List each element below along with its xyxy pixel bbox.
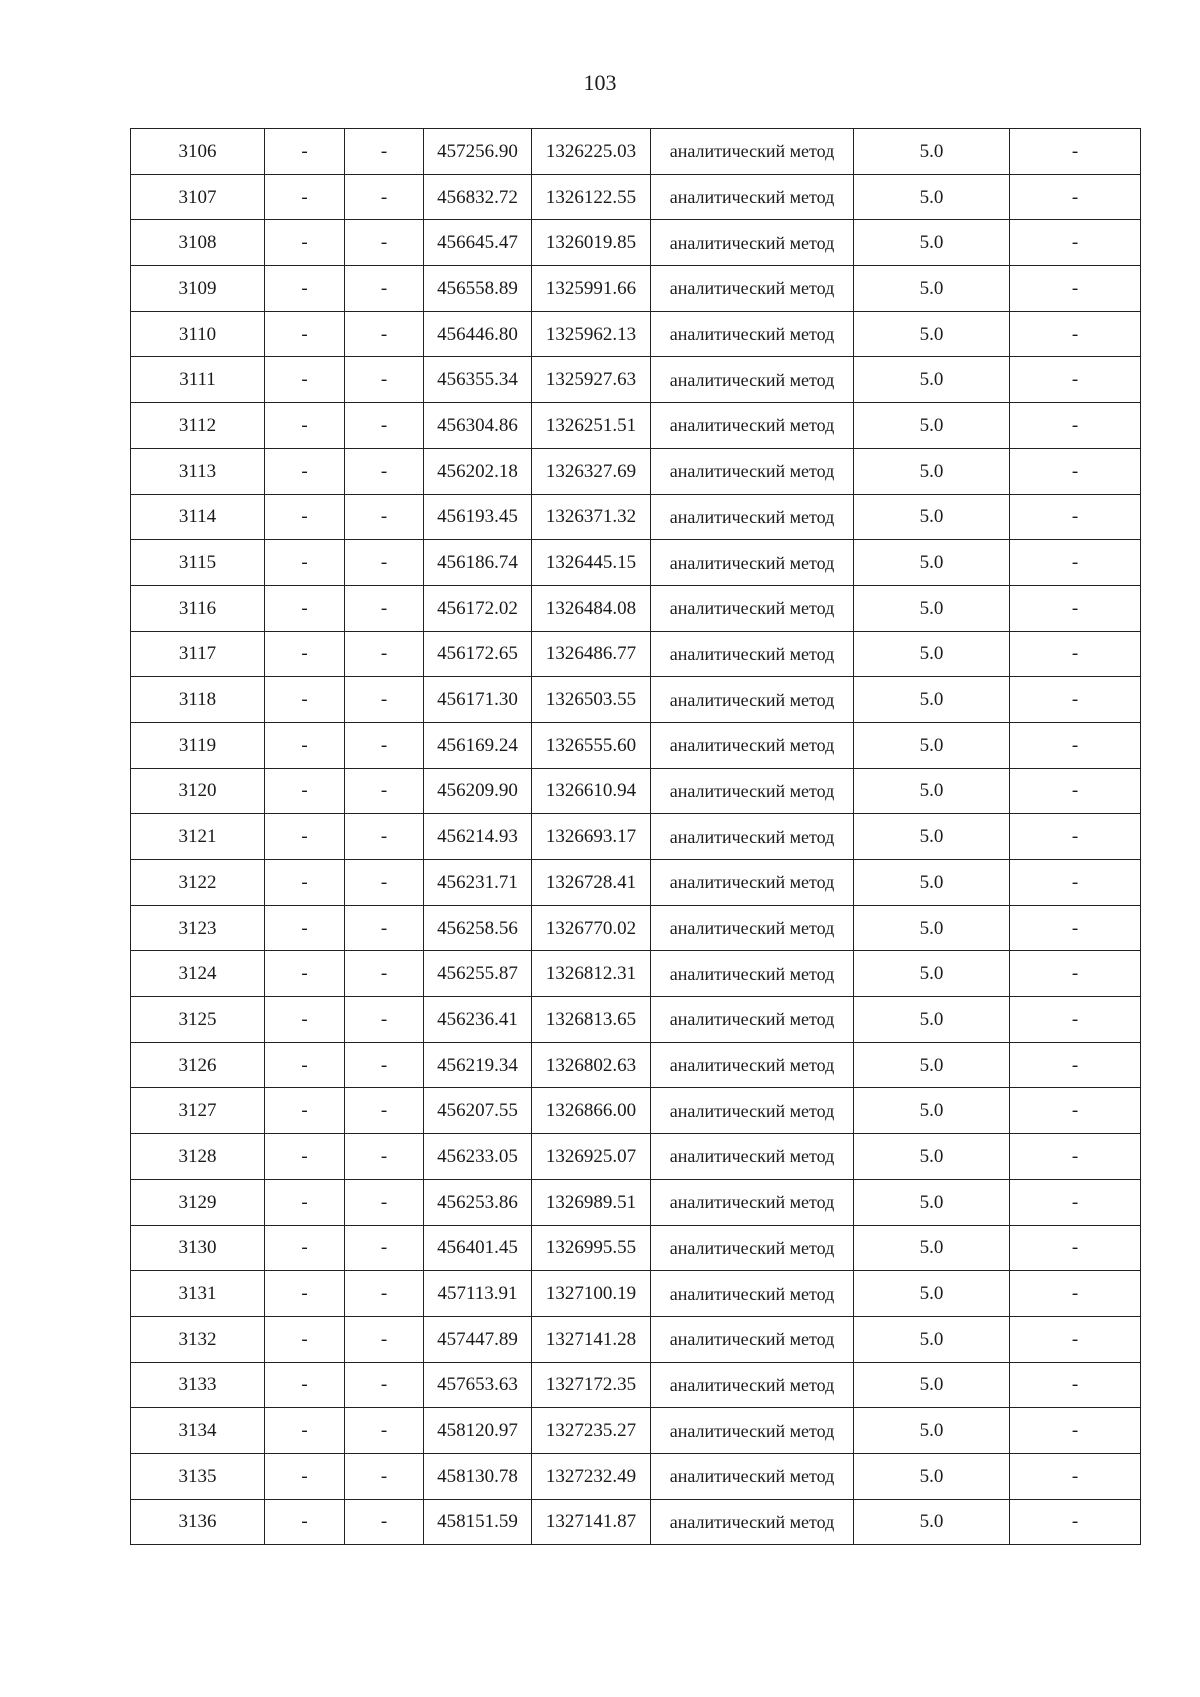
- method-cell: аналитический метод: [651, 1179, 854, 1225]
- empty-value-cell: -: [345, 266, 424, 312]
- accuracy-cell: 5.0: [854, 403, 1010, 449]
- y-coordinate-cell: 1326484.08: [532, 585, 651, 631]
- empty-value-cell: -: [345, 1134, 424, 1180]
- x-coordinate-cell: 456446.80: [424, 311, 532, 357]
- method-cell: аналитический метод: [651, 1271, 854, 1317]
- empty-value-cell: -: [265, 768, 345, 814]
- empty-value-cell: -: [1010, 129, 1141, 175]
- y-coordinate-cell: 1326019.85: [532, 220, 651, 266]
- y-coordinate-cell: 1326802.63: [532, 1042, 651, 1088]
- point-number-cell: 3109: [131, 266, 265, 312]
- empty-value-cell: -: [1010, 448, 1141, 494]
- accuracy-cell: 5.0: [854, 1088, 1010, 1134]
- empty-value-cell: -: [265, 677, 345, 723]
- table-row: [131, 540, 1141, 586]
- empty-value-cell: -: [265, 1271, 345, 1317]
- table-body: [131, 129, 1141, 1545]
- method-cell: аналитический метод: [651, 1225, 854, 1271]
- y-coordinate-cell: 1325991.66: [532, 266, 651, 312]
- method-cell: аналитический метод: [651, 905, 854, 951]
- empty-value-cell: -: [265, 585, 345, 631]
- method-cell: аналитический метод: [651, 403, 854, 449]
- point-number-cell: 3120: [131, 768, 265, 814]
- point-number-cell: 3136: [131, 1499, 265, 1545]
- empty-value-cell: -: [345, 1453, 424, 1499]
- point-number-cell: 3130: [131, 1225, 265, 1271]
- accuracy-cell: 5.0: [854, 357, 1010, 403]
- y-coordinate-cell: 1327172.35: [532, 1362, 651, 1408]
- empty-value-cell: -: [1010, 631, 1141, 677]
- empty-value-cell: -: [345, 357, 424, 403]
- x-coordinate-cell: 456355.34: [424, 357, 532, 403]
- accuracy-cell: 5.0: [854, 768, 1010, 814]
- method-cell: аналитический метод: [651, 1316, 854, 1362]
- empty-value-cell: -: [345, 951, 424, 997]
- y-coordinate-cell: 1326995.55: [532, 1225, 651, 1271]
- point-number-cell: 3116: [131, 585, 265, 631]
- empty-value-cell: -: [345, 677, 424, 723]
- accuracy-cell: 5.0: [854, 266, 1010, 312]
- empty-value-cell: -: [1010, 1088, 1141, 1134]
- y-coordinate-cell: 1326728.41: [532, 860, 651, 906]
- empty-value-cell: -: [345, 860, 424, 906]
- empty-value-cell: -: [345, 997, 424, 1043]
- point-number-cell: 3108: [131, 220, 265, 266]
- empty-value-cell: -: [345, 220, 424, 266]
- x-coordinate-cell: 456171.30: [424, 677, 532, 723]
- empty-value-cell: -: [345, 311, 424, 357]
- empty-value-cell: -: [1010, 1499, 1141, 1545]
- table-row: [131, 1316, 1141, 1362]
- method-cell: аналитический метод: [651, 1453, 854, 1499]
- y-coordinate-cell: 1326486.77: [532, 631, 651, 677]
- empty-value-cell: -: [265, 129, 345, 175]
- empty-value-cell: -: [1010, 266, 1141, 312]
- method-cell: аналитический метод: [651, 951, 854, 997]
- x-coordinate-cell: 457113.91: [424, 1271, 532, 1317]
- point-number-cell: 3106: [131, 129, 265, 175]
- empty-value-cell: -: [345, 1179, 424, 1225]
- point-number-cell: 3119: [131, 722, 265, 768]
- page-number: 103: [583, 70, 617, 95]
- point-number-cell: 3133: [131, 1362, 265, 1408]
- x-coordinate-cell: 458130.78: [424, 1453, 532, 1499]
- empty-value-cell: -: [1010, 1408, 1141, 1454]
- method-cell: аналитический метод: [651, 768, 854, 814]
- table-row: [131, 220, 1141, 266]
- empty-value-cell: -: [265, 311, 345, 357]
- table-row: [131, 860, 1141, 906]
- empty-value-cell: -: [345, 1362, 424, 1408]
- accuracy-cell: 5.0: [854, 1271, 1010, 1317]
- method-cell: аналитический метод: [651, 1042, 854, 1088]
- x-coordinate-cell: 456207.55: [424, 1088, 532, 1134]
- method-cell: аналитический метод: [651, 814, 854, 860]
- y-coordinate-cell: 1326445.15: [532, 540, 651, 586]
- point-number-cell: 3121: [131, 814, 265, 860]
- point-number-cell: 3113: [131, 448, 265, 494]
- table-row: [131, 1453, 1141, 1499]
- point-number-cell: 3112: [131, 403, 265, 449]
- empty-value-cell: -: [1010, 1362, 1141, 1408]
- empty-value-cell: -: [265, 448, 345, 494]
- x-coordinate-cell: 456172.02: [424, 585, 532, 631]
- x-coordinate-cell: 456255.87: [424, 951, 532, 997]
- point-number-cell: 3134: [131, 1408, 265, 1454]
- table-row: [131, 1134, 1141, 1180]
- method-cell: аналитический метод: [651, 860, 854, 906]
- accuracy-cell: 5.0: [854, 860, 1010, 906]
- table-row: [131, 266, 1141, 312]
- table-row: [131, 1179, 1141, 1225]
- empty-value-cell: -: [1010, 540, 1141, 586]
- empty-value-cell: -: [345, 722, 424, 768]
- x-coordinate-cell: 456832.72: [424, 174, 532, 220]
- y-coordinate-cell: 1326693.17: [532, 814, 651, 860]
- point-number-cell: 3123: [131, 905, 265, 951]
- empty-value-cell: -: [265, 1362, 345, 1408]
- method-cell: аналитический метод: [651, 266, 854, 312]
- point-number-cell: 3131: [131, 1271, 265, 1317]
- x-coordinate-cell: 456169.24: [424, 722, 532, 768]
- point-number-cell: 3132: [131, 1316, 265, 1362]
- table-row: [131, 631, 1141, 677]
- x-coordinate-cell: 457256.90: [424, 129, 532, 175]
- empty-value-cell: -: [1010, 220, 1141, 266]
- table-row: [131, 951, 1141, 997]
- table-row: [131, 1088, 1141, 1134]
- empty-value-cell: -: [345, 1271, 424, 1317]
- y-coordinate-cell: 1326251.51: [532, 403, 651, 449]
- method-cell: аналитический метод: [651, 129, 854, 175]
- empty-value-cell: -: [265, 860, 345, 906]
- x-coordinate-cell: 456304.86: [424, 403, 532, 449]
- table-row: [131, 357, 1141, 403]
- empty-value-cell: -: [345, 905, 424, 951]
- table-row: [131, 997, 1141, 1043]
- accuracy-cell: 5.0: [854, 129, 1010, 175]
- point-number-cell: 3117: [131, 631, 265, 677]
- empty-value-cell: -: [345, 1042, 424, 1088]
- method-cell: аналитический метод: [651, 1499, 854, 1545]
- x-coordinate-cell: 456186.74: [424, 540, 532, 586]
- empty-value-cell: -: [265, 1134, 345, 1180]
- y-coordinate-cell: 1326371.32: [532, 494, 651, 540]
- point-number-cell: 3107: [131, 174, 265, 220]
- y-coordinate-cell: 1326925.07: [532, 1134, 651, 1180]
- point-number-cell: 3128: [131, 1134, 265, 1180]
- empty-value-cell: -: [265, 220, 345, 266]
- y-coordinate-cell: 1327100.19: [532, 1271, 651, 1317]
- point-number-cell: 3118: [131, 677, 265, 723]
- table-row: [131, 677, 1141, 723]
- empty-value-cell: -: [265, 814, 345, 860]
- point-number-cell: 3114: [131, 494, 265, 540]
- empty-value-cell: -: [345, 768, 424, 814]
- x-coordinate-cell: 456209.90: [424, 768, 532, 814]
- table-row: [131, 722, 1141, 768]
- method-cell: аналитический метод: [651, 677, 854, 723]
- accuracy-cell: 5.0: [854, 448, 1010, 494]
- empty-value-cell: -: [265, 1042, 345, 1088]
- coordinates-table: [130, 128, 1141, 1545]
- method-cell: аналитический метод: [651, 631, 854, 677]
- table-row: [131, 814, 1141, 860]
- point-number-cell: 3122: [131, 860, 265, 906]
- x-coordinate-cell: 456401.45: [424, 1225, 532, 1271]
- empty-value-cell: -: [1010, 1225, 1141, 1271]
- y-coordinate-cell: 1326503.55: [532, 677, 651, 723]
- y-coordinate-cell: 1325927.63: [532, 357, 651, 403]
- empty-value-cell: -: [1010, 997, 1141, 1043]
- table-row: [131, 311, 1141, 357]
- method-cell: аналитический метод: [651, 722, 854, 768]
- point-number-cell: 3125: [131, 997, 265, 1043]
- accuracy-cell: 5.0: [854, 540, 1010, 586]
- accuracy-cell: 5.0: [854, 585, 1010, 631]
- x-coordinate-cell: 456233.05: [424, 1134, 532, 1180]
- method-cell: аналитический метод: [651, 448, 854, 494]
- empty-value-cell: -: [1010, 1042, 1141, 1088]
- x-coordinate-cell: 457447.89: [424, 1316, 532, 1362]
- empty-value-cell: -: [1010, 494, 1141, 540]
- y-coordinate-cell: 1326610.94: [532, 768, 651, 814]
- table-row: [131, 448, 1141, 494]
- method-cell: аналитический метод: [651, 540, 854, 586]
- table-row: [131, 1362, 1141, 1408]
- point-number-cell: 3127: [131, 1088, 265, 1134]
- empty-value-cell: -: [345, 494, 424, 540]
- empty-value-cell: -: [1010, 905, 1141, 951]
- empty-value-cell: -: [265, 266, 345, 312]
- table-row: [131, 768, 1141, 814]
- table-row: [131, 1271, 1141, 1317]
- empty-value-cell: -: [265, 1499, 345, 1545]
- x-coordinate-cell: 457653.63: [424, 1362, 532, 1408]
- x-coordinate-cell: 456645.47: [424, 220, 532, 266]
- table-row: [131, 905, 1141, 951]
- accuracy-cell: 5.0: [854, 174, 1010, 220]
- empty-value-cell: -: [265, 1179, 345, 1225]
- point-number-cell: 3124: [131, 951, 265, 997]
- x-coordinate-cell: 456231.71: [424, 860, 532, 906]
- y-coordinate-cell: 1326989.51: [532, 1179, 651, 1225]
- empty-value-cell: -: [265, 1225, 345, 1271]
- method-cell: аналитический метод: [651, 1134, 854, 1180]
- point-number-cell: 3110: [131, 311, 265, 357]
- empty-value-cell: -: [265, 722, 345, 768]
- empty-value-cell: -: [1010, 403, 1141, 449]
- empty-value-cell: -: [345, 1088, 424, 1134]
- empty-value-cell: -: [265, 1316, 345, 1362]
- accuracy-cell: 5.0: [854, 494, 1010, 540]
- accuracy-cell: 5.0: [854, 677, 1010, 723]
- table-row: [131, 1042, 1141, 1088]
- x-coordinate-cell: 456258.56: [424, 905, 532, 951]
- empty-value-cell: -: [1010, 860, 1141, 906]
- empty-value-cell: -: [345, 174, 424, 220]
- empty-value-cell: -: [1010, 768, 1141, 814]
- accuracy-cell: 5.0: [854, 1316, 1010, 1362]
- y-coordinate-cell: 1325962.13: [532, 311, 651, 357]
- y-coordinate-cell: 1326122.55: [532, 174, 651, 220]
- empty-value-cell: -: [265, 357, 345, 403]
- method-cell: аналитический метод: [651, 311, 854, 357]
- point-number-cell: 3126: [131, 1042, 265, 1088]
- empty-value-cell: -: [1010, 1179, 1141, 1225]
- point-number-cell: 3111: [131, 357, 265, 403]
- y-coordinate-cell: 1327141.28: [532, 1316, 651, 1362]
- y-coordinate-cell: 1326327.69: [532, 448, 651, 494]
- y-coordinate-cell: 1327141.87: [532, 1499, 651, 1545]
- empty-value-cell: -: [1010, 174, 1141, 220]
- x-coordinate-cell: 458151.59: [424, 1499, 532, 1545]
- y-coordinate-cell: 1326812.31: [532, 951, 651, 997]
- empty-value-cell: -: [345, 129, 424, 175]
- table-row: [131, 1225, 1141, 1271]
- empty-value-cell: -: [265, 905, 345, 951]
- empty-value-cell: -: [345, 585, 424, 631]
- empty-value-cell: -: [345, 1316, 424, 1362]
- x-coordinate-cell: 456253.86: [424, 1179, 532, 1225]
- empty-value-cell: -: [345, 814, 424, 860]
- accuracy-cell: 5.0: [854, 997, 1010, 1043]
- accuracy-cell: 5.0: [854, 1179, 1010, 1225]
- method-cell: аналитический метод: [651, 997, 854, 1043]
- y-coordinate-cell: 1326770.02: [532, 905, 651, 951]
- x-coordinate-cell: 456236.41: [424, 997, 532, 1043]
- x-coordinate-cell: 456219.34: [424, 1042, 532, 1088]
- table-row: [131, 1408, 1141, 1454]
- empty-value-cell: -: [1010, 311, 1141, 357]
- x-coordinate-cell: 456202.18: [424, 448, 532, 494]
- table-row: [131, 1499, 1141, 1545]
- accuracy-cell: 5.0: [854, 1134, 1010, 1180]
- method-cell: аналитический метод: [651, 585, 854, 631]
- x-coordinate-cell: 456172.65: [424, 631, 532, 677]
- accuracy-cell: 5.0: [854, 722, 1010, 768]
- point-number-cell: 3115: [131, 540, 265, 586]
- accuracy-cell: 5.0: [854, 631, 1010, 677]
- empty-value-cell: -: [345, 540, 424, 586]
- y-coordinate-cell: 1326866.00: [532, 1088, 651, 1134]
- table-row: [131, 403, 1141, 449]
- table-row: [131, 494, 1141, 540]
- empty-value-cell: -: [265, 951, 345, 997]
- point-number-cell: 3129: [131, 1179, 265, 1225]
- empty-value-cell: -: [1010, 357, 1141, 403]
- empty-value-cell: -: [265, 631, 345, 677]
- empty-value-cell: -: [265, 1453, 345, 1499]
- y-coordinate-cell: 1327232.49: [532, 1453, 651, 1499]
- empty-value-cell: -: [265, 174, 345, 220]
- empty-value-cell: -: [265, 997, 345, 1043]
- y-coordinate-cell: 1326555.60: [532, 722, 651, 768]
- empty-value-cell: -: [265, 1088, 345, 1134]
- empty-value-cell: -: [345, 631, 424, 677]
- empty-value-cell: -: [265, 540, 345, 586]
- x-coordinate-cell: 456214.93: [424, 814, 532, 860]
- method-cell: аналитический метод: [651, 357, 854, 403]
- y-coordinate-cell: 1326813.65: [532, 997, 651, 1043]
- accuracy-cell: 5.0: [854, 1408, 1010, 1454]
- method-cell: аналитический метод: [651, 1408, 854, 1454]
- accuracy-cell: 5.0: [854, 814, 1010, 860]
- accuracy-cell: 5.0: [854, 1362, 1010, 1408]
- empty-value-cell: -: [345, 1499, 424, 1545]
- accuracy-cell: 5.0: [854, 220, 1010, 266]
- x-coordinate-cell: 456193.45: [424, 494, 532, 540]
- empty-value-cell: -: [265, 1408, 345, 1454]
- empty-value-cell: -: [1010, 1134, 1141, 1180]
- y-coordinate-cell: 1327235.27: [532, 1408, 651, 1454]
- method-cell: аналитический метод: [651, 174, 854, 220]
- method-cell: аналитический метод: [651, 1088, 854, 1134]
- method-cell: аналитический метод: [651, 1362, 854, 1408]
- empty-value-cell: -: [1010, 677, 1141, 723]
- empty-value-cell: -: [265, 494, 345, 540]
- accuracy-cell: 5.0: [854, 1042, 1010, 1088]
- empty-value-cell: -: [1010, 585, 1141, 631]
- empty-value-cell: -: [1010, 1453, 1141, 1499]
- table-row: [131, 129, 1141, 175]
- empty-value-cell: -: [345, 448, 424, 494]
- empty-value-cell: -: [345, 1408, 424, 1454]
- empty-value-cell: -: [345, 1225, 424, 1271]
- empty-value-cell: -: [345, 403, 424, 449]
- accuracy-cell: 5.0: [854, 951, 1010, 997]
- x-coordinate-cell: 456558.89: [424, 266, 532, 312]
- point-number-cell: 3135: [131, 1453, 265, 1499]
- empty-value-cell: -: [1010, 951, 1141, 997]
- y-coordinate-cell: 1326225.03: [532, 129, 651, 175]
- table-row: [131, 174, 1141, 220]
- accuracy-cell: 5.0: [854, 311, 1010, 357]
- table-row: [131, 585, 1141, 631]
- accuracy-cell: 5.0: [854, 905, 1010, 951]
- method-cell: аналитический метод: [651, 220, 854, 266]
- method-cell: аналитический метод: [651, 494, 854, 540]
- empty-value-cell: -: [1010, 814, 1141, 860]
- empty-value-cell: -: [1010, 1271, 1141, 1317]
- x-coordinate-cell: 458120.97: [424, 1408, 532, 1454]
- accuracy-cell: 5.0: [854, 1499, 1010, 1545]
- empty-value-cell: -: [265, 403, 345, 449]
- empty-value-cell: -: [1010, 722, 1141, 768]
- empty-value-cell: -: [1010, 1316, 1141, 1362]
- accuracy-cell: 5.0: [854, 1453, 1010, 1499]
- accuracy-cell: 5.0: [854, 1225, 1010, 1271]
